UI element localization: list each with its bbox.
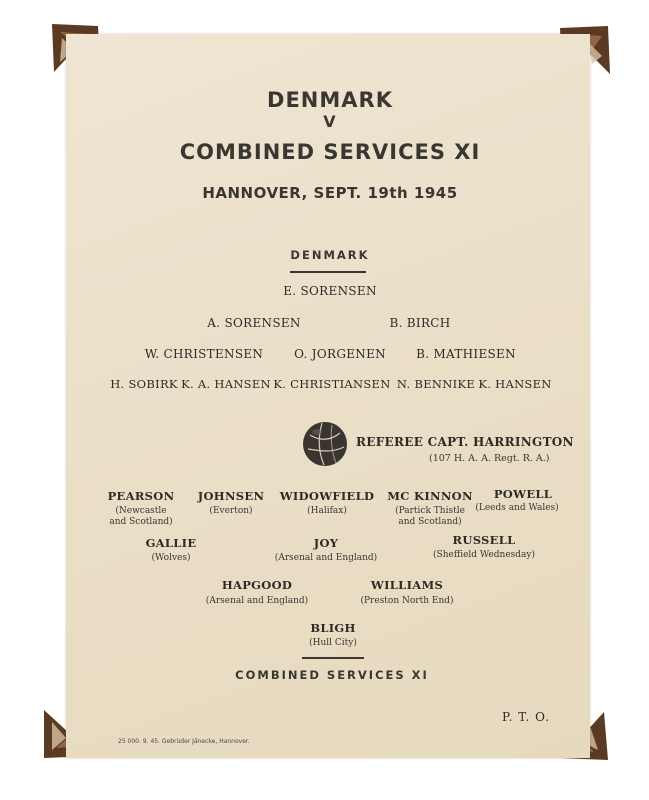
denmark-half: W. CHRISTENSEN (144, 347, 264, 361)
combined-forward: PEARSON (107, 489, 175, 503)
football-icon (302, 421, 348, 467)
title-away-team: COMBINED SERVICES XI (179, 140, 481, 164)
combined-half: RUSSELL (452, 533, 516, 547)
combined-half: JOY (313, 536, 339, 550)
combined-back: WILLIAMS (370, 578, 444, 592)
venue-date: HANNOVER, SEPT. 19th 1945 (202, 184, 458, 202)
combined-back-club: (Arsenal and England) (205, 596, 309, 606)
combined-back-club: (Preston North End) (360, 596, 454, 606)
combined-forward-club: (Newcastle and Scotland) (109, 506, 173, 527)
combined-goalkeeper: BLIGH (310, 621, 356, 635)
denmark-goalkeeper: E. SORENSEN (283, 284, 377, 298)
combined-forward: MC KINNON (387, 489, 473, 503)
combined-half-club: (Arsenal and England) (274, 553, 378, 563)
combined-half-club: (Wolves) (151, 553, 191, 563)
pto-note: P. T. O. (502, 710, 551, 724)
combined-forward-club: (Halifax) (307, 506, 347, 516)
combined-back: HAPGOOD (221, 578, 293, 592)
referee-unit: (107 H. A. A. Regt. R. A.) (429, 453, 550, 464)
denmark-back: A. SORENSEN (207, 316, 301, 330)
combined-heading: COMBINED SERVICES XI (235, 668, 429, 682)
combined-forward-club: (Everton) (209, 506, 253, 516)
title-home-team: DENMARK (267, 88, 393, 112)
combined-goalkeeper-club: (Hull City) (309, 638, 357, 648)
denmark-forward: K. HANSEN (478, 377, 552, 391)
combined-forward: POWELL (493, 487, 553, 501)
combined-forward: JOHNSEN (197, 489, 265, 503)
combined-heading-rule (302, 657, 364, 659)
combined-forward-club: (Leeds and Wales) (475, 503, 559, 513)
combined-forward: WIDOWFIELD (279, 489, 375, 503)
denmark-back: B. BIRCH (389, 316, 451, 330)
combined-forward-club: (Partick Thistle and Scotland) (395, 506, 465, 527)
title-versus: V (323, 112, 337, 131)
printer-imprint: 25 000. 9. 45. Gebrüder Jänecke, Hannover. (118, 738, 250, 745)
referee-name: REFEREE CAPT. HARRINGTON (356, 435, 574, 449)
denmark-forward: N. BENNIKE (396, 377, 476, 391)
combined-half: GALLIE (145, 536, 197, 550)
denmark-forward: K. CHRISTIANSEN (273, 377, 391, 391)
combined-half-club: (Sheffield Wednesday) (433, 550, 535, 560)
denmark-half: B. MATHIESEN (416, 347, 516, 361)
denmark-heading: DENMARK (290, 248, 370, 262)
denmark-forward: H. SOBIRK (110, 377, 178, 391)
denmark-half: O. JORGENEN (294, 347, 386, 361)
denmark-heading-rule (290, 271, 366, 273)
denmark-forward: K. A. HANSEN (181, 377, 271, 391)
